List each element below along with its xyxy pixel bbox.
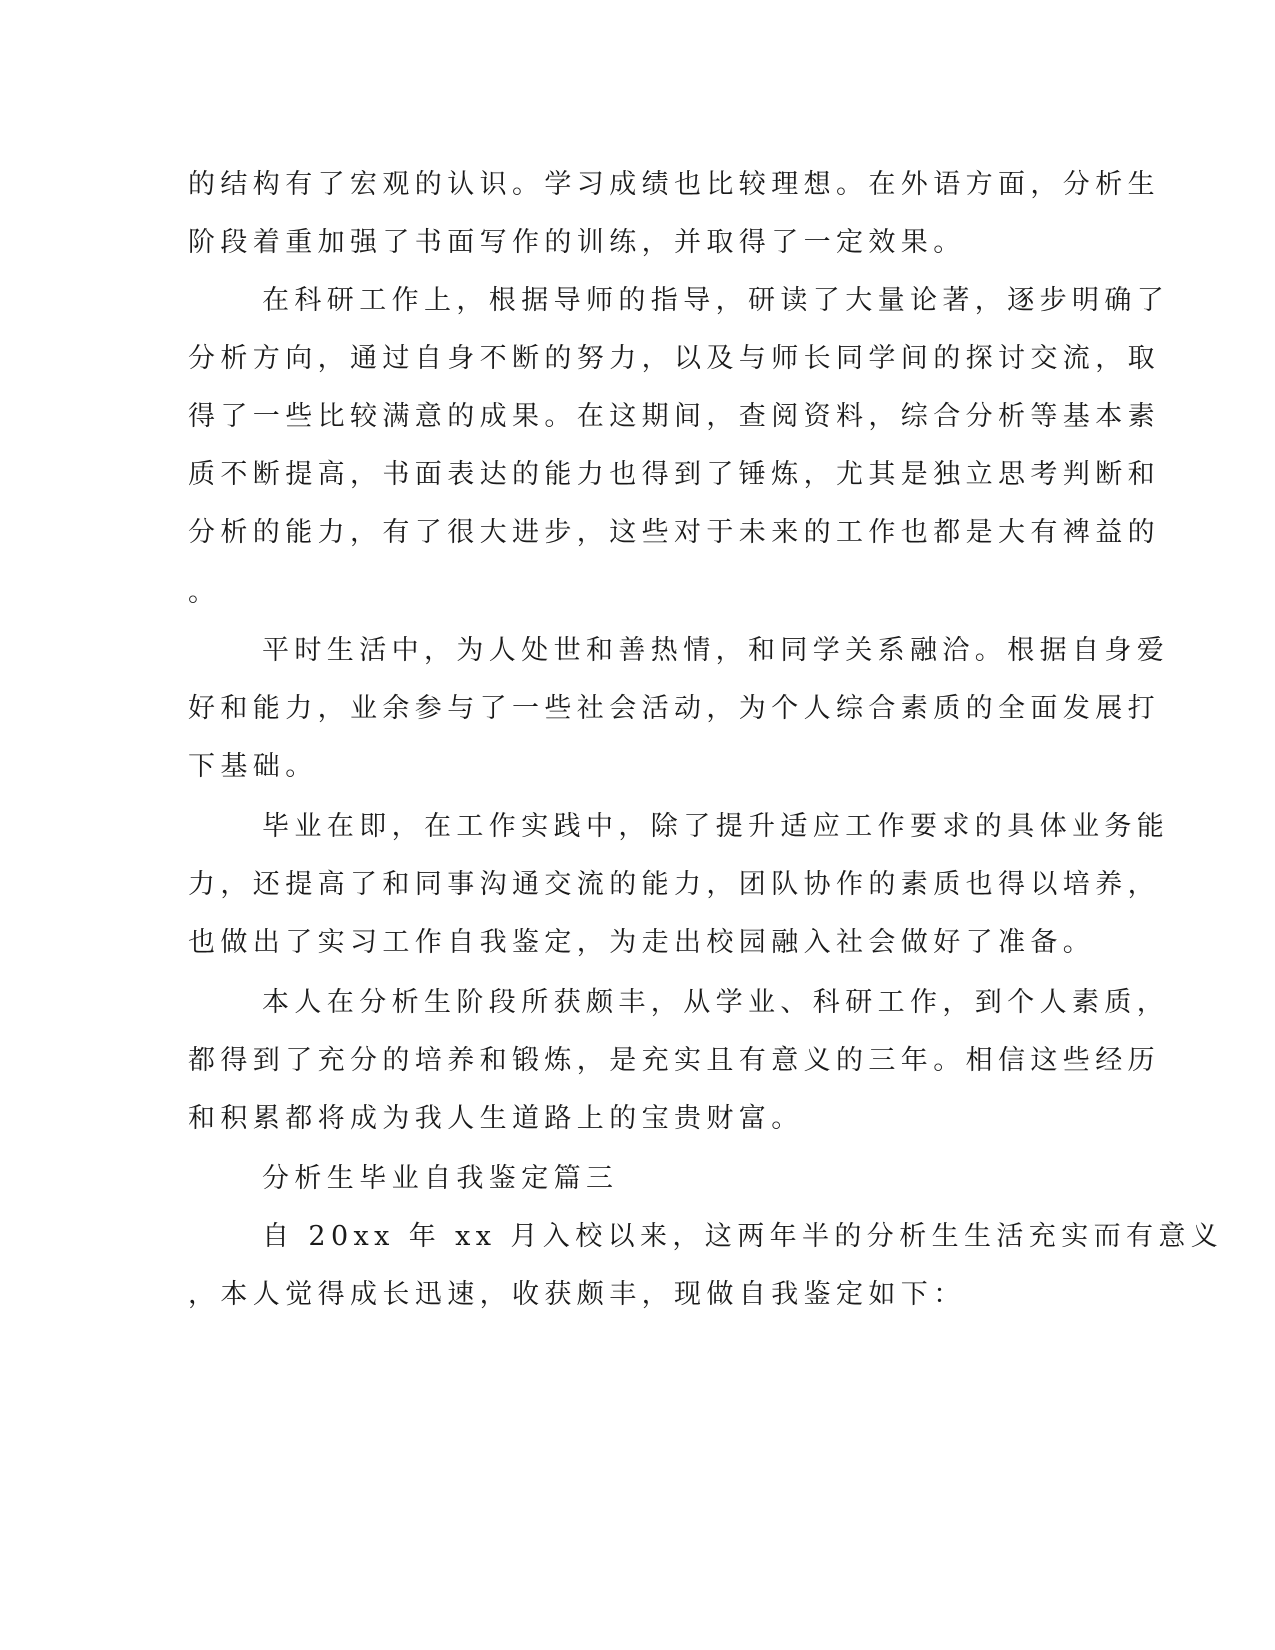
text-line: 阶段着重加强了书面写作的训练，并取得了一定效果。 bbox=[188, 227, 966, 258]
text-line: 分析方向，通过自身不断的努力，以及与师长同学间的探讨交流，取 bbox=[188, 343, 1160, 374]
paragraph-start-line: 毕业在即，在工作实践中，除了提升适应工作要求的具体业务能 bbox=[262, 811, 1170, 842]
text-line: 的结构有了宏观的认识。学习成绩也比较理想。在外语方面，分析生 bbox=[188, 169, 1160, 200]
paragraph-start-line: 自 20xx 年 xx 月入校以来，这两年半的分析生生活充实而有意义 bbox=[262, 1221, 1224, 1252]
paragraph-start-line: 在科研工作上，根据导师的指导，研读了大量论著，逐步明确了 bbox=[262, 285, 1170, 316]
text-line: 和积累都将成为我人生道路上的宝贵财富。 bbox=[188, 1103, 804, 1134]
text-line: 质不断提高，书面表达的能力也得到了锤炼，尤其是独立思考判断和 bbox=[188, 459, 1160, 490]
text-line: ，本人觉得成长迅速，收获颇丰，现做自我鉴定如下： bbox=[188, 1279, 966, 1310]
section-heading: 分析生毕业自我鉴定篇三 bbox=[262, 1163, 619, 1194]
text-line: 都得到了充分的培养和锻炼，是充实且有意义的三年。相信这些经历 bbox=[188, 1045, 1160, 1076]
paragraph-start-line: 平时生活中，为人处世和善热情，和同学关系融洽。根据自身爱 bbox=[262, 635, 1170, 666]
text-line: 。 bbox=[188, 577, 221, 608]
text-line: 分析的能力，有了很大进步，这些对于未来的工作也都是大有裨益的 bbox=[188, 517, 1160, 548]
text-line: 也做出了实习工作自我鉴定，为走出校园融入社会做好了准备。 bbox=[188, 927, 1096, 958]
paragraph-start-line: 本人在分析生阶段所获颇丰，从学业、科研工作，到个人素质， bbox=[262, 987, 1170, 1018]
text-line: 好和能力，业余参与了一些社会活动，为个人综合素质的全面发展打 bbox=[188, 693, 1160, 724]
text-line: 得了一些比较满意的成果。在这期间，查阅资料，综合分析等基本素 bbox=[188, 401, 1160, 432]
text-line: 力，还提高了和同事沟通交流的能力，团队协作的素质也得以培养， bbox=[188, 869, 1160, 900]
text-line: 下基础。 bbox=[188, 751, 318, 782]
